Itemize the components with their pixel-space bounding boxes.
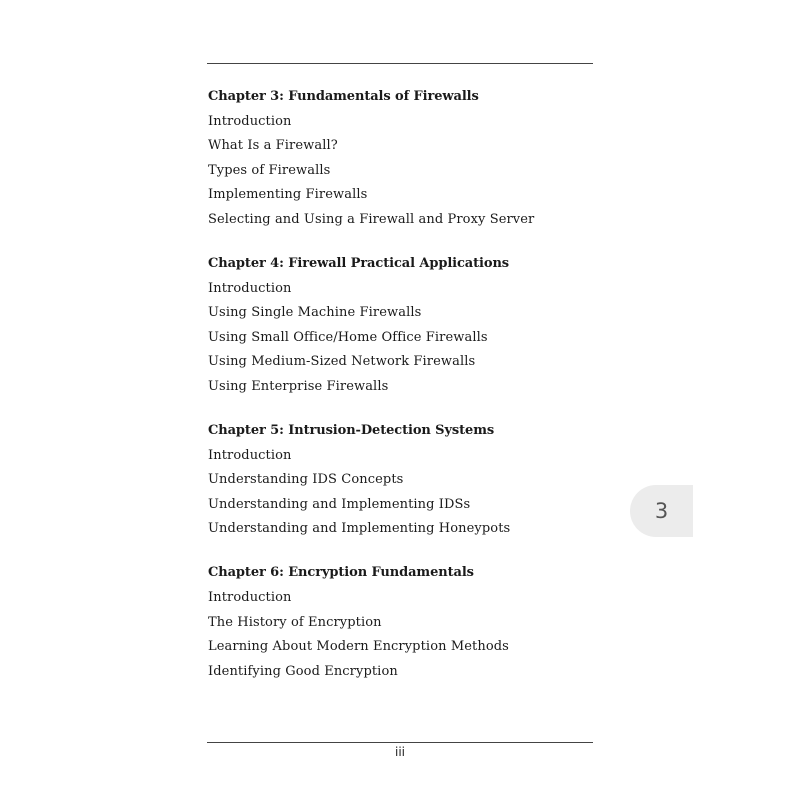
footer-page-number: iii bbox=[394, 745, 405, 759]
top-rule bbox=[207, 63, 593, 64]
chapter-title: Chapter 5: Intrusion-Detection Systems bbox=[208, 422, 495, 438]
toc-item[interactable]: Using Enterprise Firewalls bbox=[208, 378, 389, 394]
toc-item[interactable]: Understanding and Implementing IDSs bbox=[208, 496, 471, 512]
page-indicator-badge[interactable] bbox=[630, 485, 693, 537]
toc-item[interactable]: Selecting and Using a Firewall and Proxy Server bbox=[208, 211, 535, 227]
toc-item[interactable]: Using Small Office/Home Office Firewalls bbox=[208, 329, 488, 345]
chapter-title: Chapter 3: Fundamentals of Firewalls bbox=[208, 89, 479, 104]
chapter-3-section bbox=[208, 87, 608, 230]
toc-item[interactable]: The History of Encryption bbox=[208, 614, 382, 630]
toc-item[interactable]: Implementing Firewalls bbox=[208, 187, 368, 203]
chapter-title: Chapter 6: Encryption Fundamentals bbox=[208, 565, 474, 581]
chapter-4-section bbox=[208, 254, 608, 397]
chapter-5-section bbox=[208, 421, 608, 539]
page-indicator-number: 3 bbox=[654, 499, 669, 523]
toc-item[interactable]: Identifying Good Encryption bbox=[208, 663, 398, 679]
toc-item[interactable]: Using Single Machine Firewalls bbox=[208, 305, 422, 321]
chapter-title: Chapter 4: Firewall Practical Applications bbox=[208, 255, 510, 271]
toc-item[interactable]: Types of Firewalls bbox=[208, 162, 331, 178]
table-of-contents bbox=[208, 87, 608, 706]
toc-item[interactable]: What Is a Firewall? bbox=[208, 138, 338, 154]
toc-item[interactable]: Using Medium-Sized Network Firewalls bbox=[208, 354, 476, 370]
toc-item[interactable]: Introduction bbox=[208, 589, 292, 605]
toc-item[interactable]: Introduction bbox=[208, 447, 292, 463]
toc-item[interactable]: Introduction bbox=[208, 280, 292, 296]
toc-item[interactable]: Understanding IDS Concepts bbox=[208, 472, 404, 488]
toc-item[interactable]: Introduction bbox=[208, 113, 292, 129]
toc-item[interactable]: Learning About Modern Encryption Methods bbox=[208, 639, 509, 655]
chapter-6-section bbox=[208, 563, 608, 681]
toc-item[interactable]: Understanding and Implementing Honeypots bbox=[208, 521, 511, 537]
